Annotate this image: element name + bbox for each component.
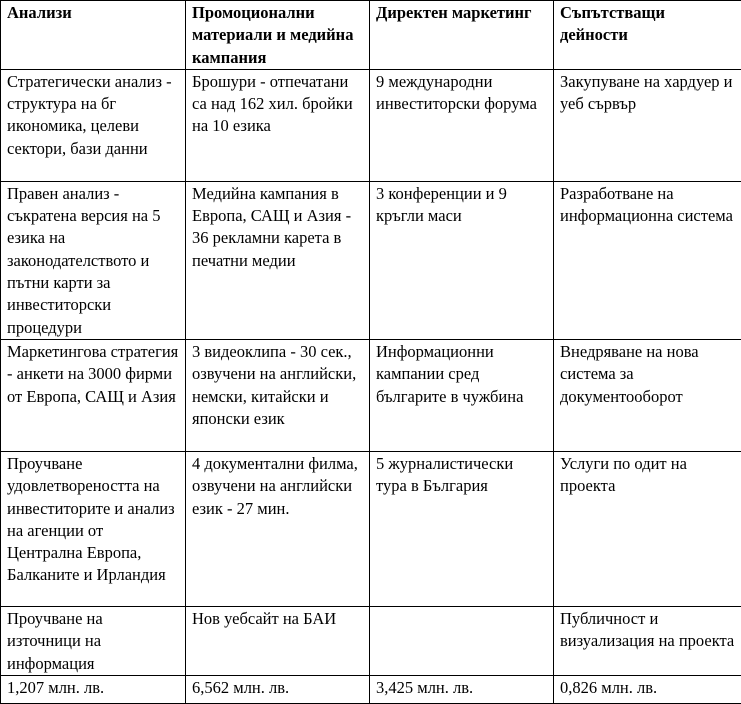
table-cell: Внедряване на нова система за документооборот bbox=[554, 339, 741, 451]
table-cell: 4 документални филма, озвучени на английски език - 27 мин. bbox=[186, 451, 370, 606]
table-cell: Правен анализ - съкратена версия на 5 езика на законодателството и пътни карти за инвеститорски процедури bbox=[1, 181, 186, 339]
table-row bbox=[1, 69, 741, 181]
header-promo-materials: Промоционални материали и медийна кампания bbox=[186, 1, 370, 70]
total-cell: 0,826 млн. лв. bbox=[554, 675, 741, 703]
table-cell: Закупуване на хардуер и уеб сървър bbox=[554, 69, 741, 181]
table-cell: Публичност и визуализация на проекта bbox=[554, 606, 741, 675]
table-cell: 9 международни инвеститорски форума bbox=[370, 69, 554, 181]
table-row bbox=[1, 339, 741, 451]
table-cell: Проучване на източници на информация bbox=[1, 606, 186, 675]
table-cell: 3 конференции и 9 кръгли маси bbox=[370, 181, 554, 339]
table-cell: Разработване на информационна система bbox=[554, 181, 741, 339]
table-cell: Информационни кампании сред българите в чужбина bbox=[370, 339, 554, 451]
table-cell bbox=[370, 606, 554, 675]
table-cell: Медийна кампания в Европа, САЩ и Азия - 36 рекламни карета в печатни медии bbox=[186, 181, 370, 339]
header-row bbox=[1, 1, 741, 70]
total-cell: 6,562 млн. лв. bbox=[186, 675, 370, 703]
table-cell: 3 видеоклипа - 30 сек., озвучени на английски, немски, китайски и японски език bbox=[186, 339, 370, 451]
table-row bbox=[1, 181, 741, 339]
table-cell: Стратегически анализ - структура на бг икономика, целеви сектори, бази данни bbox=[1, 69, 186, 181]
table-cell: Брошури - отпечатани са над 162 хил. бройки на 10 езика bbox=[186, 69, 370, 181]
header-accompanying: Съпътстващи дейности bbox=[554, 1, 741, 70]
table-cell: Проучване удовлетвореността на инвеститорите и анализ на агенции от Централна Европа, Балканите и Ирландия bbox=[1, 451, 186, 606]
table-cell: Услуги по одит на проекта bbox=[554, 451, 741, 606]
header-analyses: Анализи bbox=[1, 1, 186, 70]
table-cell: Маркетингова стратегия - анкети на 3000 фирми от Европа, САЩ и Азия bbox=[1, 339, 186, 451]
total-cell: 1,207 млн. лв. bbox=[1, 675, 186, 703]
header-direct-marketing: Директен маркетинг bbox=[370, 1, 554, 70]
table-cell: 5 журналистически тура в България bbox=[370, 451, 554, 606]
table-row bbox=[1, 606, 741, 675]
total-cell: 3,425 млн. лв. bbox=[370, 675, 554, 703]
table-row bbox=[1, 451, 741, 606]
totals-row bbox=[1, 675, 741, 703]
table-cell: Нов уебсайт на БАИ bbox=[186, 606, 370, 675]
